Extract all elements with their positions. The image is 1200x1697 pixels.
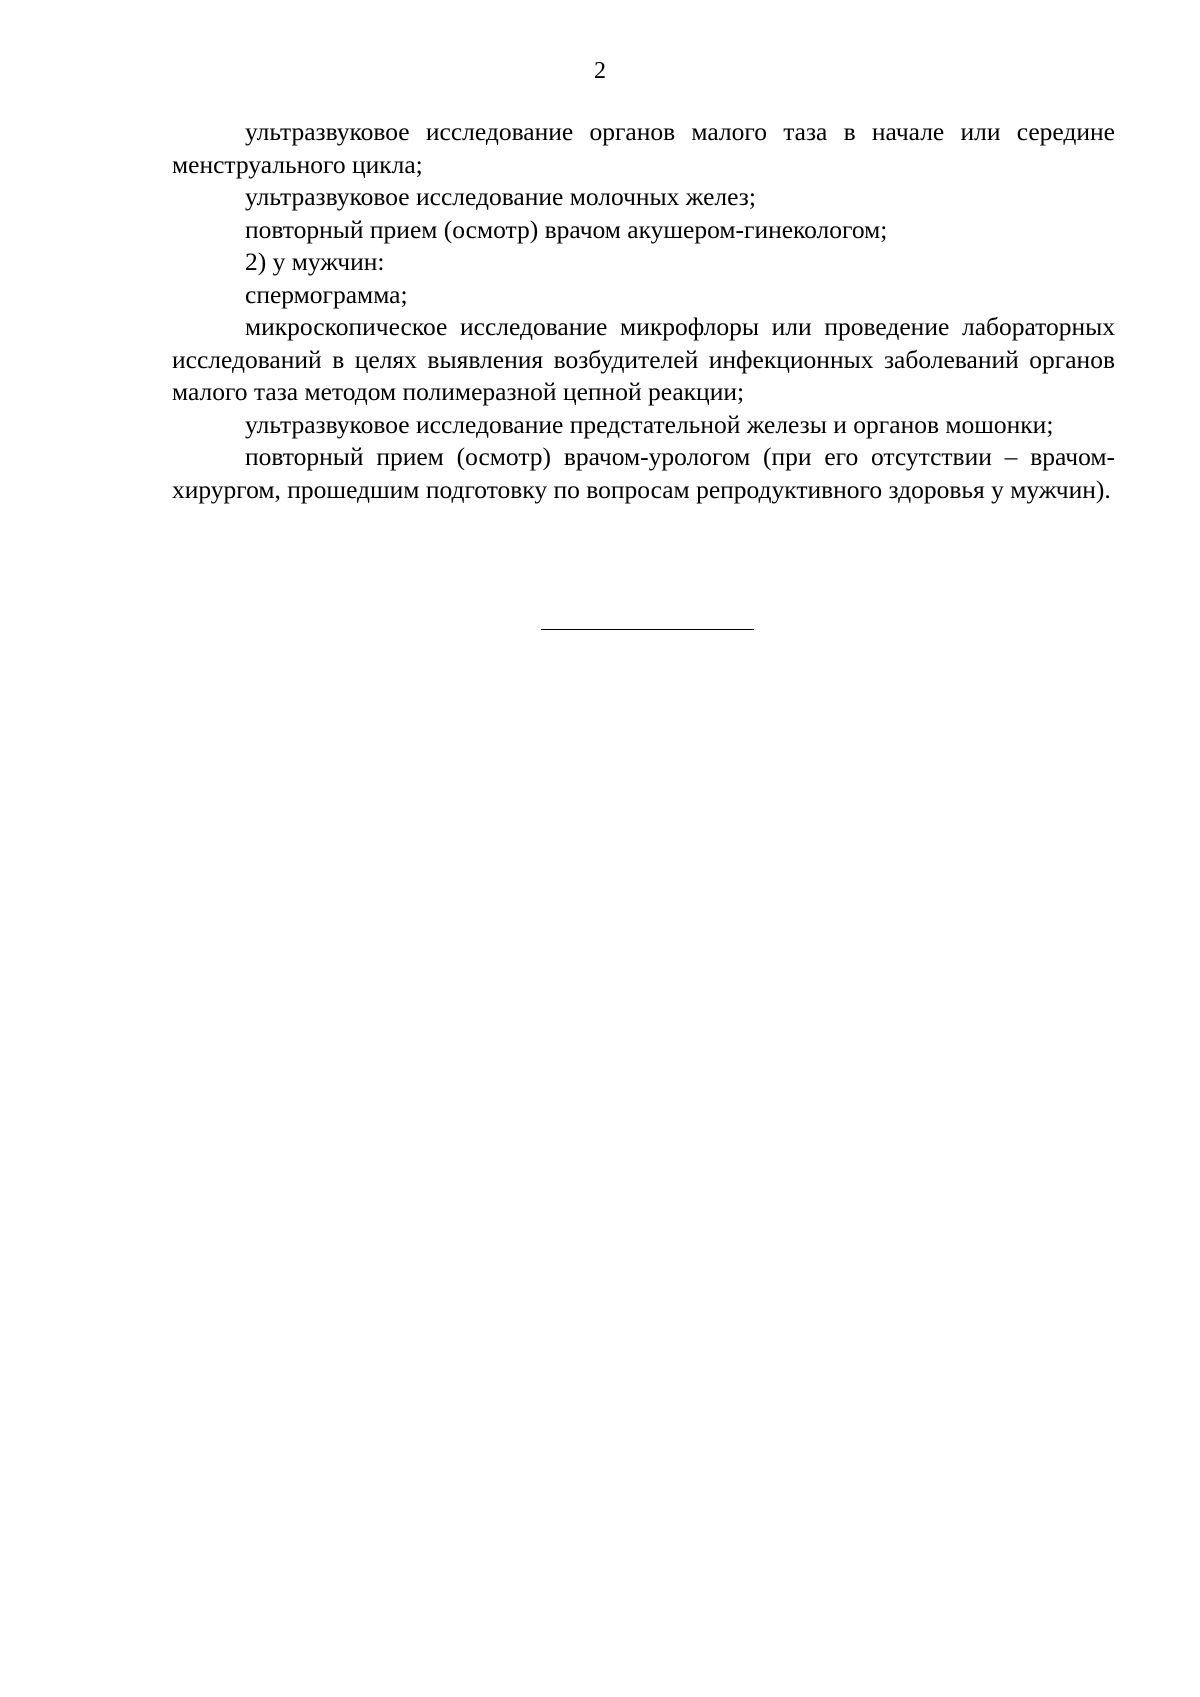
paragraph-gynecologist-visit: повторный прием (осмотр) врачом акушером-гинекологом; [245,214,888,244]
paragraph-spermogram: спермограмма; [245,279,408,309]
paragraph-men-heading: 2) у мужчин: [245,247,385,276]
paragraph-urologist-visit: повторный прием (осмотр) врачом-урологом (при его отсутствии – врачом-хирургом, прошедшим подготовку по вопросам репродуктивного здоровья у мужчин). [172,442,1115,504]
paragraph-breast-ultrasound: ультразвуковое исследование молочных желез; [245,182,756,211]
paragraph-pelvic-ultrasound: ультразвуковое исследование органов малого таза в начале или середине менструального цикла; [172,117,1115,179]
paragraph-prostate-ultrasound: ультразвуковое исследование предстательной железы и органов мошонки; [245,409,1054,439]
document-body [172,116,1115,506]
end-of-document-rule [541,629,754,630]
page-number: 2 [594,58,606,84]
paragraph-microflora-study: микроскопическое исследование микрофлоры или проведение лабораторных исследований в целях выявления возбудителей инфекционных заболеваний органов малого таза методом полимеразной цепной реакции; [172,312,1115,406]
